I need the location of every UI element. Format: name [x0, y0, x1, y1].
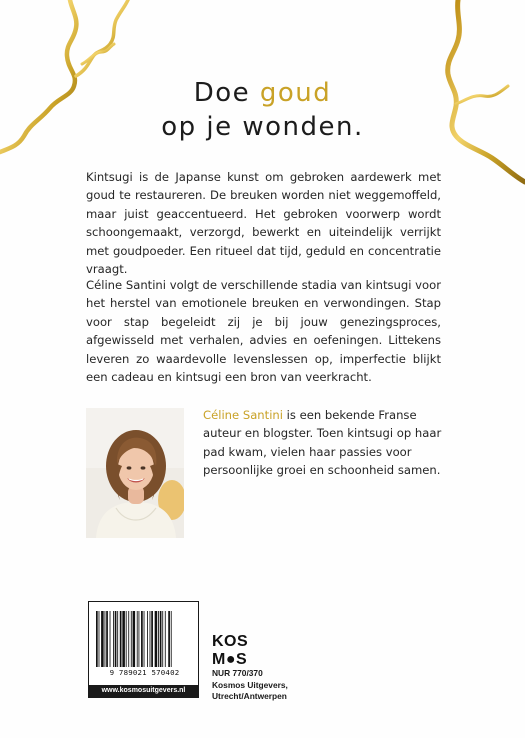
barcode-bars	[95, 611, 192, 667]
barcode-bar	[96, 611, 98, 667]
barcode-bar	[155, 611, 158, 667]
barcode-digits: 9 789021 570402	[109, 668, 180, 677]
kosmos-logo	[212, 631, 252, 667]
barcode-bar	[101, 611, 104, 667]
headline-line-1	[0, 76, 525, 110]
barcode-bar	[115, 611, 117, 667]
barcode-bar	[158, 611, 159, 667]
author-photo	[86, 408, 184, 538]
blurb-paragraph-2: Céline Santini volgt de verschillende stadia van kintsugi voor het herstel van emotionele breuken en verwondingen. Stap voor stap begeleidt zij je bij jouw genezingsproces, afgewisseld met verhalen, advies en oefeningen. Littekens leveren zo waardevolle levenslessen op, imperfectie blijkt een cadeau en kintsugi een bron van veerkracht.	[86, 278, 441, 385]
barcode-bar	[110, 611, 111, 667]
kosmos-logo-line-1: KOS	[212, 633, 249, 650]
author-bio	[203, 406, 443, 480]
barcode-bar	[147, 611, 148, 667]
author-bio-text: is een bekende Franse auteur en blogster. Toen kintsugi op haar pad kwam, vielen haar passies voor persoonlijke groei en schoonheid samen.	[203, 408, 442, 478]
barcode-bar	[131, 611, 132, 667]
barcode-bar	[126, 611, 127, 667]
publisher-name: Kosmos Uitgevers,	[212, 679, 288, 690]
barcode-bar	[137, 611, 138, 667]
blurb-paragraph-1: Kintsugi is de Japanse kunst om gebroken aardewerk met goud te restaureren. De breuken worden niet weggemoffeld, maar juist geaccentueerd. Het gebroken voorwerp wordt schoongemaakt, verzorgd, bewerkt en uiteindelijk verrijkt met goudpoeder. Een ritueel dat tijd, geduld en concentratie vraagt.	[86, 170, 441, 277]
barcode-bar	[128, 611, 129, 667]
barcode-bar	[105, 611, 106, 667]
barcode-bar	[120, 611, 122, 667]
left-gold-crack-fork	[82, 44, 114, 64]
barcode-bar	[165, 611, 166, 667]
barcode-bar	[144, 611, 145, 667]
barcode-bar	[162, 611, 163, 667]
barcode-bar	[168, 611, 170, 667]
barcode-bar	[151, 611, 153, 667]
barcode-bar	[141, 611, 143, 667]
publisher-website: www.kosmosuitgevers.nl	[89, 685, 198, 697]
barcode-bar	[113, 611, 114, 667]
barcode-bar	[171, 611, 172, 667]
barcode-bar	[139, 611, 140, 667]
publisher-city: Utrecht/Antwerpen	[212, 691, 287, 701]
headline-line-1-start: Doe	[193, 78, 260, 108]
headline-line-2: op je wonden.	[161, 112, 364, 142]
barcode-bar	[160, 611, 162, 667]
cover-headline	[0, 76, 525, 144]
nur-code: NUR 770/370	[212, 668, 263, 678]
barcode-bar	[133, 611, 136, 667]
barcode-bar	[106, 611, 108, 667]
barcode-bar	[117, 611, 118, 667]
headline-accent-word: goud	[259, 78, 332, 108]
author-portrait-illustration	[86, 408, 184, 538]
publisher-info	[212, 668, 288, 703]
author-name: Céline Santini	[203, 408, 283, 422]
left-gold-crack-branch	[76, 0, 128, 76]
barcode-bar	[99, 611, 100, 667]
barcode-bar	[150, 611, 151, 667]
kosmos-logo-line-2: M●S	[212, 651, 248, 667]
barcode-bar	[122, 611, 125, 667]
isbn-barcode	[88, 601, 199, 698]
